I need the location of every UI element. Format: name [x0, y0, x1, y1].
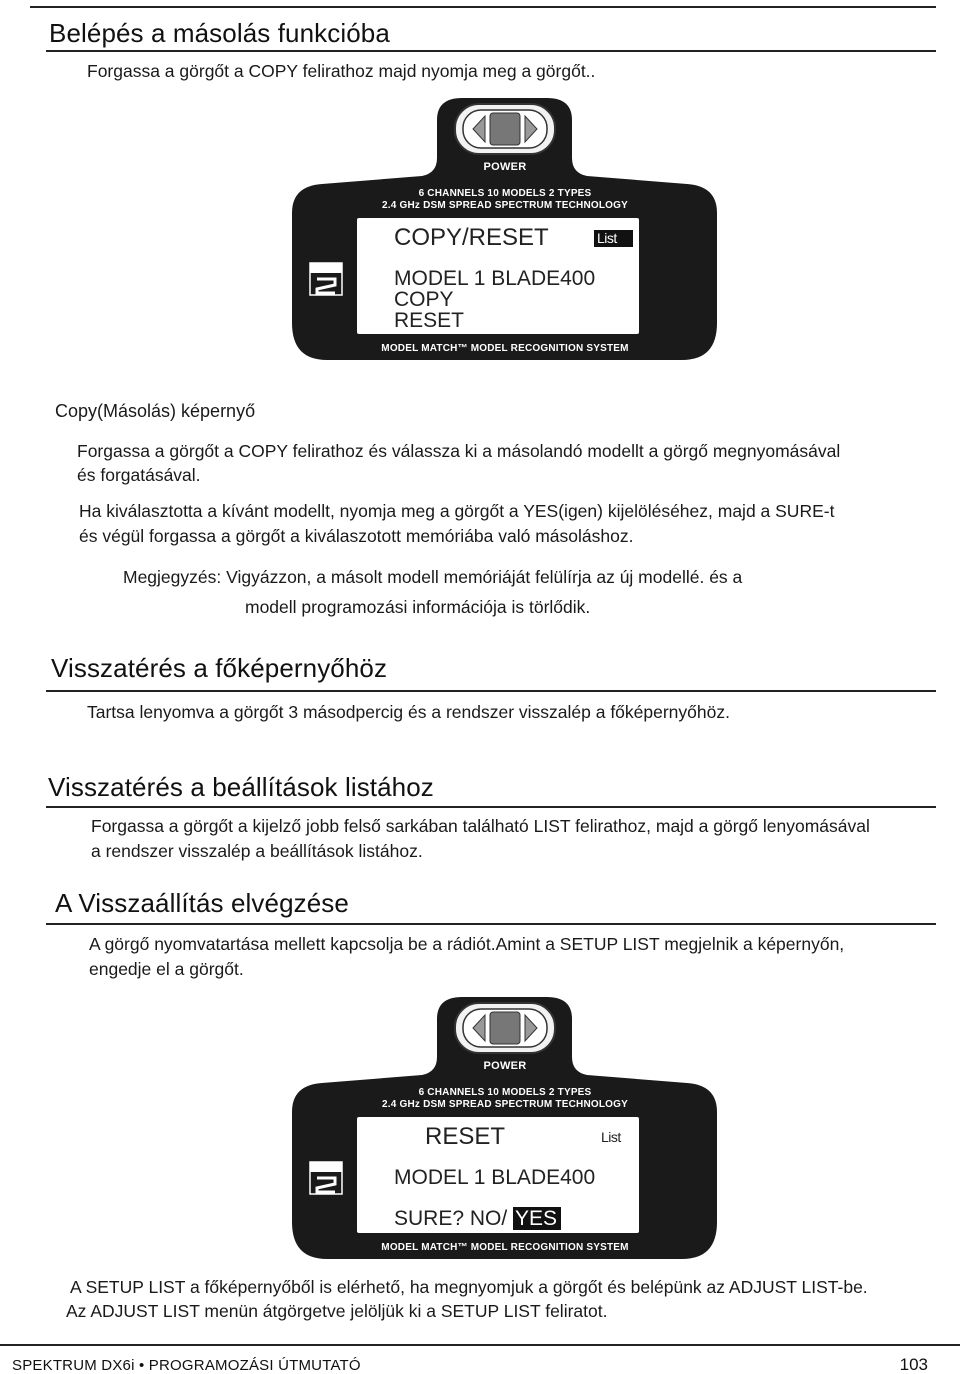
- return-list-line2: a rendszer visszalép a beállítások listához.: [91, 841, 423, 861]
- section-title-reset: A Visszaállítás elvégzése: [55, 888, 349, 918]
- dsm2-logo-icon: [309, 1161, 343, 1195]
- model-match-label: MODEL MATCH™ MODEL RECOGNITION SYSTEM: [381, 343, 629, 354]
- lcd-line-copy: COPY: [394, 288, 454, 311]
- lcd-line-model: MODEL 1 BLADE400: [394, 267, 596, 290]
- footer-title: SPEKTRUM DX6i • PROGRAMOZÁSI ÚTMUTATÓ: [12, 1357, 361, 1374]
- page-number: 103: [899, 1355, 928, 1374]
- spec-line-2: 2.4 GHz DSM SPREAD SPECTRUM TECHNOLOGY: [382, 1099, 628, 1110]
- power-label: POWER: [483, 161, 527, 173]
- section-rule: [46, 690, 936, 692]
- power-label: POWER: [483, 1060, 527, 1072]
- model-match-label: MODEL MATCH™ MODEL RECOGNITION SYSTEM: [381, 1242, 629, 1253]
- copy-p1-line1: Forgassa a görgőt a COPY felirathoz és válassza ki a másolandó modellt a görgő megnyomásával: [77, 441, 841, 461]
- list-label: List: [594, 230, 633, 247]
- reset-line2: engedje el a görgőt.: [89, 959, 244, 979]
- copy-screen-label: Copy(Másolás) képernyő: [55, 401, 256, 421]
- section-title-return-list: Visszatérés a beállítások listához: [48, 772, 434, 802]
- section-rule: [46, 50, 936, 52]
- reset-line1: A görgő nyomvatartása mellett kapcsolja be a rádiót.Amint a SETUP LIST megjelnik a képernyőn,: [89, 934, 845, 954]
- copy-note-line2: modell programozási információja is törlődik.: [245, 597, 591, 617]
- copy-p2-line2: és végül forgassa a görgőt a kiválaszotott memóriába való másoláshoz.: [79, 526, 634, 546]
- reset-after-line2: Az ADJUST LIST menün átgörgetve jelöljük ki a SETUP LIST feliratot.: [66, 1301, 608, 1321]
- lcd-line-reset: RESET: [394, 309, 465, 332]
- section-rule: [46, 923, 936, 925]
- section-title-return-main: Visszatérés a főképernyőhöz: [51, 653, 388, 683]
- radio-display-copy: [287, 98, 723, 368]
- dsm2-logo-icon: [309, 262, 343, 296]
- reset-after-line1: A SETUP LIST a főképernyőből is elérhető, ha megnyomjuk a görgőt és belépünk az ADJUST LIST-be.: [70, 1277, 868, 1297]
- lcd-title: RESET: [425, 1123, 506, 1150]
- return-main-text: Tartsa lenyomva a görgőt 3 másodpercig és a rendszer visszalép a főképernyőhöz.: [87, 702, 730, 722]
- yes-option: YES: [513, 1207, 561, 1230]
- sure-no-text: SURE? NO/: [394, 1207, 508, 1230]
- copy-note-line1: Megjegyzés: Vigyázzon, a másolt modell memóriáját felülírja az új modellé. és a: [123, 567, 743, 587]
- top-rule: [30, 6, 936, 8]
- lcd-line-sure: [394, 1207, 561, 1231]
- copy-p1-line2: és forgatásával.: [77, 465, 201, 485]
- lcd-title: COPY/RESET: [394, 224, 549, 251]
- footer-rule: [0, 1344, 960, 1346]
- lcd-line-model: MODEL 1 BLADE400: [394, 1166, 596, 1189]
- spec-line-2: 2.4 GHz DSM SPREAD SPECTRUM TECHNOLOGY: [382, 200, 628, 211]
- enter-copy-text: Forgassa a görgőt a COPY felirathoz majd nyomja meg a görgőt..: [87, 61, 596, 81]
- spec-line-1: 6 CHANNELS 10 MODELS 2 TYPES: [418, 188, 592, 199]
- lcd-screen: [357, 1117, 639, 1233]
- copy-p2-line1: Ha kiválasztotta a kívánt modellt, nyomja meg a görgőt a YES(igen) kijelöléséhez, majd a SURE-t: [79, 501, 835, 521]
- section-title-enter-copy: Belépés a másolás funkcióba: [49, 18, 390, 48]
- section-rule: [46, 806, 936, 808]
- lcd-screen: [357, 218, 639, 334]
- list-label: List: [601, 1129, 621, 1145]
- spec-line-1: 6 CHANNELS 10 MODELS 2 TYPES: [418, 1087, 592, 1098]
- return-list-line1: Forgassa a görgőt a kijelző jobb felső sarkában található LIST felirathoz, majd a görgő lenyomásával: [91, 816, 870, 836]
- radio-display-reset: [287, 997, 723, 1267]
